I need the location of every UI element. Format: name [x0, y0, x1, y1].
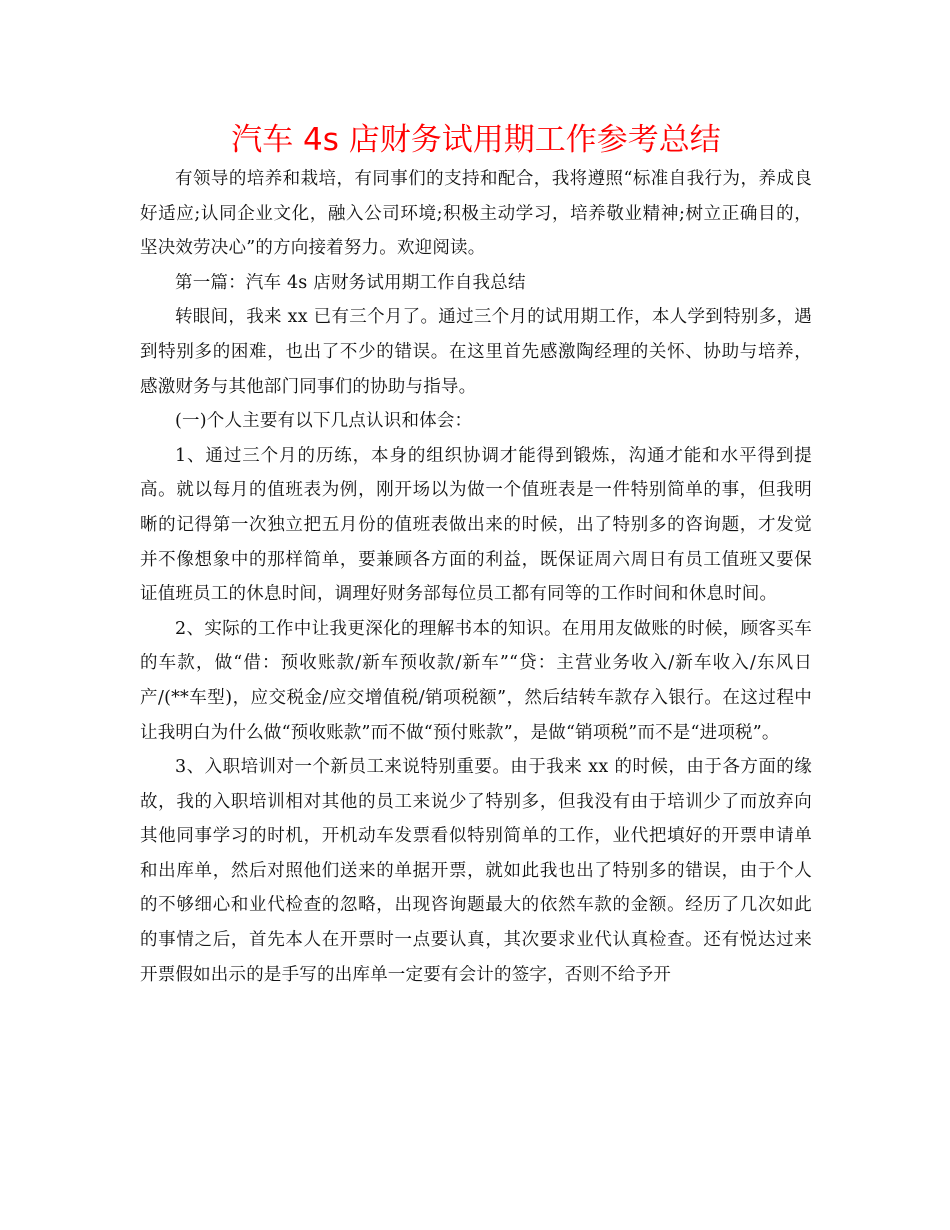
section-heading: 第一篇：汽车 4s 店财务试用期工作自我总结	[175, 272, 526, 293]
body-paragraph: 2、实际的工作中让我更深化的理解书本的知识。在用用友做账的时候，顾客买车的车款，做“借：预收账款/新车预收款/新车”“贷：主营业务收入/新车收入/东风日产/(**车型)，应交税金/应交增值税/销项税额”，然后结转车款存入银行。在这过程中让我明白为什么做“预收账款”而不做“预付账款”，是做“销项税”而不是“进项税”。	[140, 618, 812, 743]
body-paragraph: 3、入职培训对一个新员工来说特别重要。由于我来 xx 的时候，由于各方面的缘故，我的入职培训相对其他的员工来说少了特别多，但我没有由于培训少了而放弃向其他同事学习的时机，开机动车发票看似特别简单的工作，业代把填好的开票申请单和出库单，然后对照他们送来的单据开票，就如此我也出了特别多的错误，由于个人的不够细心和业代检查的忽略，出现咨询题最大的依然车款的金额。经历了几次如此的事情之后，首先本人在开票时一点要认真，其次要求业代认真检查。还有悦达过来开票假如出示的是手写的出库单一定要有会计的签字，否则不给予开	[140, 757, 812, 985]
subsection-heading: (一)个人主要有以下几点认识和体会：	[175, 411, 473, 432]
body-paragraph: 转眼间，我来 xx 已有三个月了。通过三个月的试用期工作，本人学到特别多，遇到特别多的困难，也出了不少的错误。在这里首先感激陶经理的关怀、协助与培养，感激财务与其他部门同事们的协助与指导。	[140, 307, 812, 397]
intro-paragraph: 有领导的培养和栽培，有同事们的支持和配合，我将遵照“标准自我行为，养成良好适应;认同企业文化，融入公司环境;积极主动学习，培养敬业精神;树立正确目的，坚决效劳决心”的方向接着努力。欢迎阅读。	[140, 169, 812, 259]
document-title: 汽车 4s 店财务试用期工作参考总结	[231, 122, 721, 158]
document-page	[140, 118, 812, 992]
body-paragraph: 1、通过三个月的历练，本身的组织协调才能得到锻炼，沟通才能和水平得到提高。就以每月的值班表为例，刚开场以为做一个值班表是一件特别简单的事，但我明晰的记得第一次独立把五月份的值班表做出来的时候，出了特别多的咨询题，才发觉并不像想象中的那样简单，要兼顾各方面的利益，既保证周六周日有员工值班又要保证值班员工的休息时间，调理好财务部每位员工都有同等的工作时间和休息时间。	[140, 445, 812, 605]
